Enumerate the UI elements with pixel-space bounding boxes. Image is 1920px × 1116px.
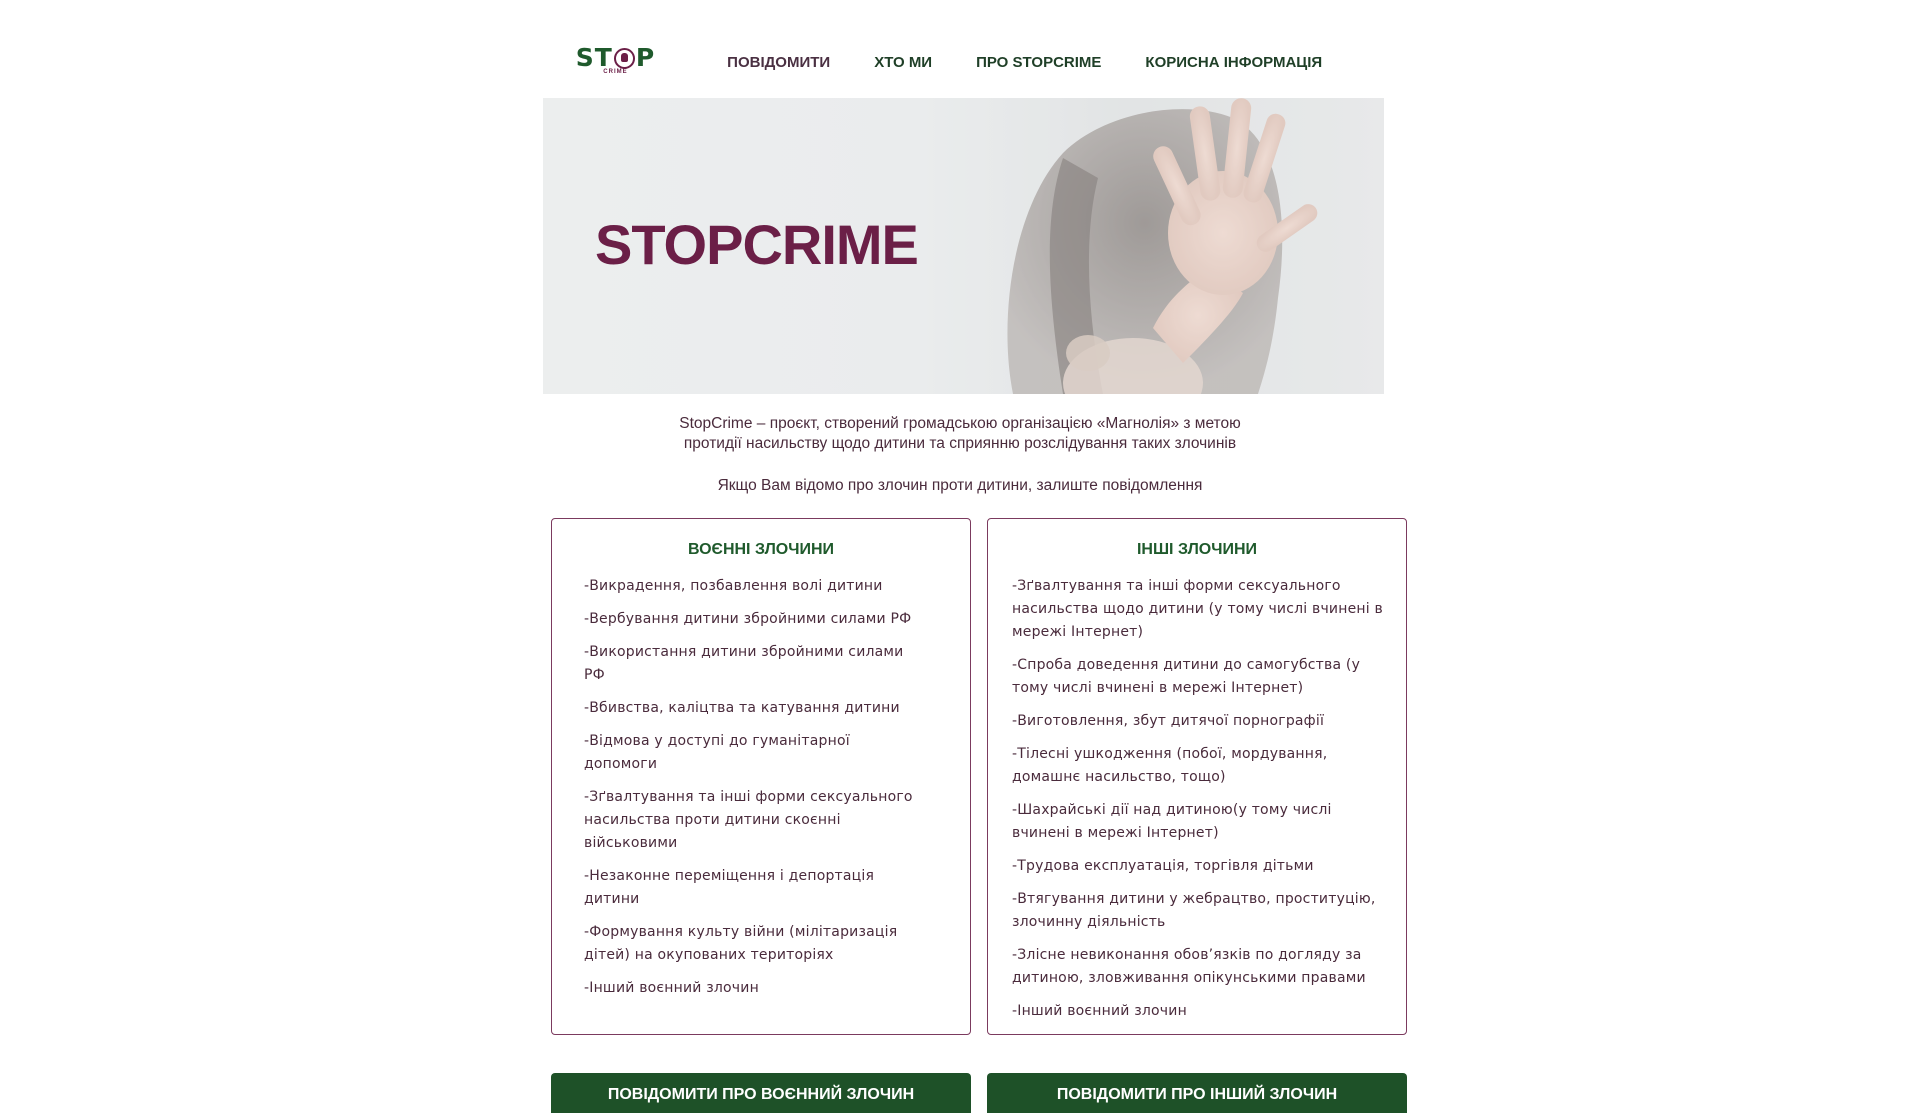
list-item: -Шахрайські дії над дитиною(у тому числі вчинені в мережі Інтернет) <box>1012 802 1332 841</box>
list-item: -Викрадення, позбавлення волі дитини <box>584 578 883 594</box>
list-item: -Інший воєнний злочин <box>584 980 759 996</box>
intro-line-2: протидії насильству щодо дитини та сприянню розслідування таких злочинів <box>683 435 1237 452</box>
war-crimes-card <box>551 518 971 1035</box>
list-item: -Вбивства, каліцтва та катування дитини <box>584 700 900 716</box>
other-crimes-card <box>987 518 1407 1035</box>
nav-who-we-are[interactable]: ХТО МИ <box>874 53 933 71</box>
list-item: -Незаконне переміщення і депортація дитини <box>584 868 875 907</box>
hero-banner <box>543 98 1384 394</box>
nav-report[interactable]: ПОВІДОМИТИ <box>727 53 831 71</box>
war-crimes-list <box>552 575 970 1000</box>
other-crimes-list <box>988 575 1406 1023</box>
hero-title: STOPCRIME <box>595 213 918 276</box>
card-title: ВОЄННІ ЗЛОЧИНИ <box>687 541 835 558</box>
list-item: -Виготовлення, збут дитячої порнографії <box>1012 713 1325 729</box>
card-title: ІНШІ ЗЛОЧИНИ <box>1136 541 1258 558</box>
report-other-crime-button[interactable]: ПОВІДОМИТИ ПРО ІНШИЙ ЗЛОЧИН <box>987 1073 1407 1113</box>
list-item: -Формування культу війни (мілітаризація дітей) на окупованих територіях <box>584 924 898 963</box>
list-item: -Використання дитини збройними силами РФ <box>584 644 904 683</box>
intro-cta: Якщо Вам відомо про злочин проти дитини, залиште повідомлення <box>717 477 1203 494</box>
list-item: -Втягування дитини у жебрацтво, проституцію, злочинну діяльність <box>1012 891 1376 930</box>
list-item: -Вербування дитини збройними силами РФ <box>584 611 912 627</box>
list-item: -Зґвалтування та інші форми сексуального насильства щодо дитини (у тому числі вчинені в мережі Інтернет) <box>1012 578 1383 640</box>
list-item: -Злісне невиконання обов’язків по догляду за дитиною, зловживання опікунськими правами <box>1012 947 1366 986</box>
nav-about-stopcrime[interactable]: ПРО STOPCRIME <box>976 53 1102 71</box>
stopcrime-logo[interactable]: ST P CRIME <box>575 43 656 75</box>
hand-icon <box>614 48 635 69</box>
intro-text <box>0 414 1920 496</box>
top-navigation <box>0 38 1920 86</box>
list-item: -Відмова у доступі до гуманітарної допомоги <box>584 733 850 772</box>
list-item: -Тілесні ушкодження (побої, мордування, домашнє насильство, тощо) <box>1012 746 1328 785</box>
intro-line-1: StopCrime – проєкт, створений громадською організацією «Магнолія» з метою <box>679 415 1241 432</box>
list-item: -Зґвалтування та інші форми сексуального насильства проти дитини скоєнні військовими <box>584 789 913 851</box>
report-war-crime-button[interactable]: ПОВІДОМИТИ ПРО ВОЄННИЙ ЗЛОЧИН <box>551 1073 971 1113</box>
nav-useful-info[interactable]: КОРИСНА ІНФОРМАЦІЯ <box>1145 53 1323 71</box>
list-item: -Інший воєнний злочин <box>1012 1003 1187 1019</box>
list-item: -Спроба доведення дитини до самогубства (у тому числі вчинені в мережі Інтернет) <box>1012 657 1361 696</box>
list-item: -Трудова експлуатація, торгівля дітьми <box>1012 858 1314 874</box>
